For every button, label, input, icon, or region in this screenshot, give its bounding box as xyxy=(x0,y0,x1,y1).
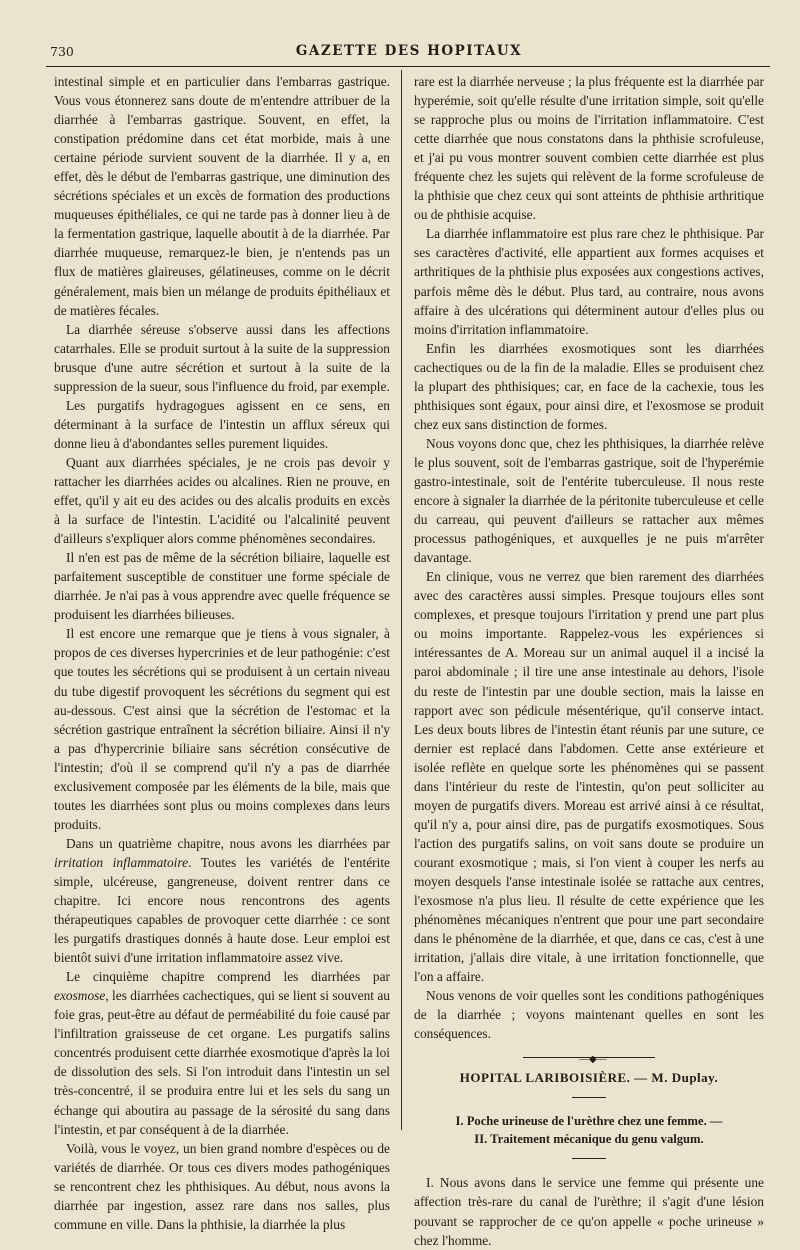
paragraph: I. Nous avons dans le service une femme qui présente une affection très-rare du canal de l'urèthre; il s'agit d'une lésion pouvant se rapprocher de ce qu'on appelle « poche urineuse » chez l'homme. xyxy=(414,1175,764,1248)
short-rule xyxy=(572,1097,606,1098)
section-heading: HOPITAL LARIBOISIÈRE. — M. Duplay. xyxy=(459,1070,719,1086)
paragraph: La diarrhée inflammatoire est plus rare chez le phthisique. Par ses caractères d'activité, elle appartient aux formes acquises et arthritiques de la phthisie plus exposées aux congestions actives, parfois même dès le début. Plus tard, au contraire, nous avons affaire à des ulcérations qui déterminent autour d'elles plus ou moins d'irritation inflammatoire. xyxy=(414,226,764,337)
paragraph: Enfin les diarrhées exosmotiques sont les diarrhées cachectiques ou de la fin de la maladie. Elles se produisent chez la plupart des phthisiques; car, en face de la cachexie, tous les phthisiques sont égaux, pour ainsi dire, et l'exosmose se produit chez eux sans distinction de formes. xyxy=(414,340,764,432)
paragraph: En clinique, vous ne verrez que bien rarement des diarrhées avec des caractères aussi simples. Presque toujours elles sont complexes, et presque toujours l'irritation y prend une part plus ou moins importante. Rappelez-vous les expériences si intéressantes de A. Moreau sur un animal auquel il a incisé la paroi abdominale ; il tire une anse intestinale au dehors, l'isole du reste de l'intestin par une double section, mais la laisse en rapport avec son pédicule mésentérique, qu'il conserve intact. Les deux bouts libres de l'intestin étant réunis par une suture, ce dernier est replacé dans l'abdomen. Cette anse extérieure et isolée reflète en quelque sorte les phénomènes qui se passent dans l'intérieur du reste de l'intestin, qu'on peut solliciter au moyen de purgatifs divers. Moreau est arrivé ainsi à ce résultat, qu'il n'y a, pour ainsi dire, pas de purgatifs exosmotiques. Sous l'action des purgatifs salins, on voit sans doute se produire un courant exosmotique ; mais, si l'on vient à couper les nerfs au moyen desquels l'anse intestinale isolée se rattache aux centres, l'exosmose n'a plus lieu. Il résulte de cette expérience que les phénomènes mécaniques n'entrent que pour une part secondaire dans le phénomène de la diarrhée, et que, dans ce cas, c'est à une irritation, j'allais dire vitale, à une irritation fonctionnelle, que l'on a affaire. xyxy=(414,569,764,985)
journal-title: GAZETTE DES HOPITAUX xyxy=(295,43,523,59)
short-rule xyxy=(572,1158,606,1159)
paragraph: Nous voyons donc que, chez les phthisiques, la diarrhée relève le plus souvent, soit de l'embarras gastrique, soit de l'hyperémie gastro-intestinale, soit de l'entérite tuberculeuse. Il nous reste encore à signaler la diarrhée de la péritonite tuberculeuse et celle du carreau, qui peuvent d'ailleurs se rattacher aux mêmes processus pathogéniques, et auxquelles je ne puis m'arrêter davantage. xyxy=(414,435,764,566)
italic-term: irritation inflammatoire xyxy=(54,854,189,870)
paragraph: rare est la diarrhée nerveuse ; la plus fréquente est la diarrhée par hyperémie, soit qu'elle résulte d'une irritation simple, soit qu'elle se rapproche plus ou moins de l'irritation inflammatoire. C'est cette diarrhée que nous constatons dans la phthisie scrofuleuse, et j'ai pu vous montrer souvent combien cette diarrhée est plus fréquente chez les sujets qui relèvent de la forme scrofuleuse de la phthisie que chez ceux qui sont atteints de phthisie arthritique ou de phthisie acquise. xyxy=(414,74,764,223)
header-rule xyxy=(46,66,770,67)
paragraph: Il n'en est pas de même de la sécrétion biliaire, laquelle est parfaitement susceptible de constituer une forme spéciale de diarrhée. Je n'ai pas à vous apprendre avec quelle fréquence se produisent les diarrhées bilieuses. xyxy=(54,550,390,623)
left-column xyxy=(54,72,390,1234)
ornament-icon: —◆— xyxy=(579,1054,607,1066)
paragraph: Il est encore une remarque que je tiens à vous signaler, à propos de ces diverses hypercrinies et de leur pathogénie: c'est que toutes les sécrétions qui se produisent à un certain niveau du tube digestif provoquent les sécrétions du segment qui est au-dessous. C'est ainsi que la sécrétion de l'estomac et la sécrétion gastrique entraînent la sécrétion biliaire. Ainsi il n'y a pas d'hypercrinie biliaire sans sécrétion consécutive de l'intestin; d'où il se comprend qu'il n'y a pas de diarrhée exclusivement composée par les éléments de la bile, mais que toutes les diarrhées sont plus ou moins complexes dans leurs produits. xyxy=(54,626,390,832)
ornament-rule xyxy=(523,1054,655,1066)
text-run: Le cinquième chapitre comprend les diarrhées par xyxy=(66,969,390,985)
paragraph: Voilà, vous le voyez, un bien grand nombre d'espèces ou de variétés de diarrhée. Or tous ces divers modes pathogéniques se rencontrent chez les phthisiques. Au début, nous avons la diarrhée par ingestion, assez rare dans nos salles, plus commune en ville. Dans la phthisie, la diarrhée la plus xyxy=(54,1140,390,1232)
paragraph: Nous venons de voir quelles sont les conditions pathogéniques de la diarrhée ; voyons maintenant quelles en sont les conséquences. xyxy=(414,988,764,1042)
text-run: . Toutes les variétés de l'entérite simple, ulcéreuse, gangreneuse, doivent rentrer dans ce chapitre. Ici encore nous rencontrons des agents thérapeutiques capables de provoquer cette diarrhée : ce sont les purgatifs drastiques donnés à haute dose. Leur emploi est bientôt suivi d'une irritation inflammatoire assez vive. xyxy=(54,854,390,966)
paragraph: intestinal simple et en particulier dans l'embarras gastrique. Vous vous étonnerez sans doute de m'entendre attribuer de la diarrhée à l'embarras gastrique. Souvent, en effet, la constipation prédomine dans cet état morbide, mais à une certaine période survient souvent de la diarrhée. Il y a, en effet, dès le début de l'embarras gastrique, une diminution des sécrétions spéciales et un excès de formation des productions muqueuses épithéliales, ce qui ne tarde pas à donner lieu à de la fermentation gastrique, laquelle aboutit à de la diarrhée. Par diarrhée muqueuse, remarquez-le bien, je n'entends pas un flux de matières glaireuses, gélatineuses, comme on le décrit généralement, mais bien un mélange de produits épithéliaux et de matières fécales. xyxy=(54,74,390,318)
page-number: 730 xyxy=(50,44,74,59)
text-run: , les diarrhées cachectiques, qui se lient si souvent au foie gras, peut-être au défaut de perméabilité du foie causé par l'infiltration graisseuse de cet organe. Les purgatifs salins concentrés produisent cette diarrhée exosmotique d'après la loi de dissolution des sels. Si l'on introduit dans l'intestin un sel très-concentré, il se produira entre lui et les sels du sang un échange qui aboutira au passage de la sérosité du sang dans l'intestin, et par conséquent à de la diarrhée. xyxy=(54,988,390,1137)
paragraph xyxy=(54,967,390,1138)
subtitle-line: I. Poche urineuse de l'urèthre chez une femme. — xyxy=(455,1114,723,1129)
paragraph: Les purgatifs hydragogues agissent en ce sens, en déterminant à la surface de l'intestin un afflux séreux qui donne lieu à d'abondantes selles purement liquides. xyxy=(54,397,390,451)
right-column xyxy=(414,72,764,1250)
column-divider xyxy=(401,70,402,1130)
text-run: Dans un quatrième chapitre, nous avons les diarrhées par xyxy=(66,835,390,851)
subtitle-line: II. Traitement mécanique du genu valgum. xyxy=(474,1132,704,1147)
paragraph: La diarrhée séreuse s'observe aussi dans les affections catarrhales. Elle se produit surtout à la suite de la suppression brusque d'une autre sécrétion et surtout à la suite de la suppression de la sueur, sous l'influence du froid, par exemple. xyxy=(54,321,390,394)
paragraph xyxy=(54,834,390,967)
page-header xyxy=(50,38,768,66)
paragraph: Quant aux diarrhées spéciales, je ne crois pas devoir y rattacher les diarrhées acides ou alcalines. Rien ne prouve, en effet, qu'il y ait eu des acides ou des alcalis produits en excès à la surface de l'intestin. L'acidité ou l'alcalinité peuvent d'ailleurs s'expliquer alors comme phénomènes secondaires. xyxy=(54,454,390,547)
italic-term: exosmose xyxy=(54,988,106,1004)
section-separator xyxy=(414,1054,764,1066)
